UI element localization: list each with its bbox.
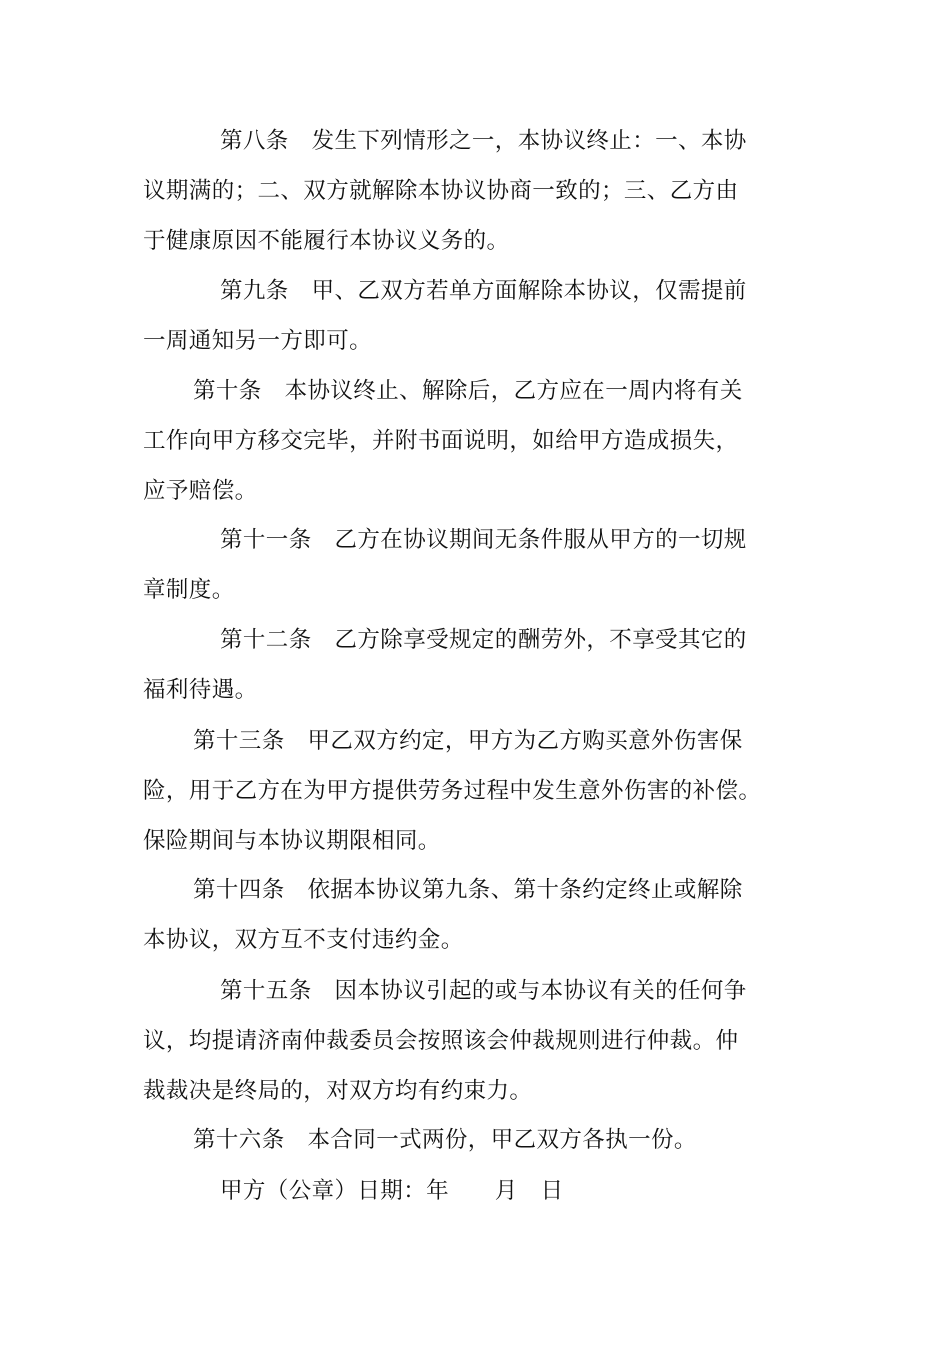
article-8-line-2: 议期满的；二、双方就解除本协议协商一致的；三、乙方由 bbox=[143, 178, 739, 204]
article-14-line-2: 本协议，双方互不支付违约金。 bbox=[143, 927, 464, 953]
article-8-line-1: 第八条 发生下列情形之一，本协议终止：一、本协 bbox=[220, 128, 747, 154]
article-10-line-2: 工作向甲方移交完毕，并附书面说明，如给甲方造成损失， bbox=[143, 428, 739, 454]
article-12-line-2: 福利待遇。 bbox=[143, 677, 258, 703]
signature-date-line: 甲方（公章）日期：年 月 日 bbox=[220, 1178, 564, 1204]
article-15-line-2: 议，均提请济南仲裁委员会按照该会仲裁规则进行仲裁。仲 bbox=[143, 1028, 739, 1054]
article-9-line-1: 第九条 甲、乙双方若单方面解除本协议，仅需提前 bbox=[220, 278, 747, 304]
article-15-line-1: 第十五条 因本协议引起的或与本协议有关的任何争 bbox=[220, 978, 747, 1004]
article-13-line-3: 保险期间与本协议期限相同。 bbox=[143, 828, 441, 854]
article-16-line-1: 第十六条 本合同一式两份，甲乙双方各执一份。 bbox=[193, 1127, 697, 1153]
article-11-line-1: 第十一条 乙方在协议期间无条件服从甲方的一切规 bbox=[220, 527, 747, 553]
article-13-line-1: 第十三条 甲乙双方约定，甲方为乙方购买意外伤害保 bbox=[193, 728, 743, 754]
article-15-line-3: 裁裁决是终局的，对双方均有约束力。 bbox=[143, 1078, 533, 1104]
article-8-line-3: 于健康原因不能履行本协议义务的。 bbox=[143, 228, 510, 254]
article-10-line-1: 第十条 本协议终止、解除后，乙方应在一周内将有关 bbox=[193, 378, 743, 404]
article-12-line-1: 第十二条 乙方除享受规定的酬劳外，不享受其它的 bbox=[220, 627, 747, 653]
article-11-line-2: 章制度。 bbox=[143, 577, 235, 603]
article-14-line-1: 第十四条 依据本协议第九条、第十条约定终止或解除 bbox=[193, 877, 743, 903]
article-9-line-2: 一周通知另一方即可。 bbox=[143, 328, 373, 354]
article-10-line-3: 应予赔偿。 bbox=[143, 478, 258, 504]
article-13-line-2: 险，用于乙方在为甲方提供劳务过程中发生意外伤害的补偿。 bbox=[143, 778, 762, 804]
